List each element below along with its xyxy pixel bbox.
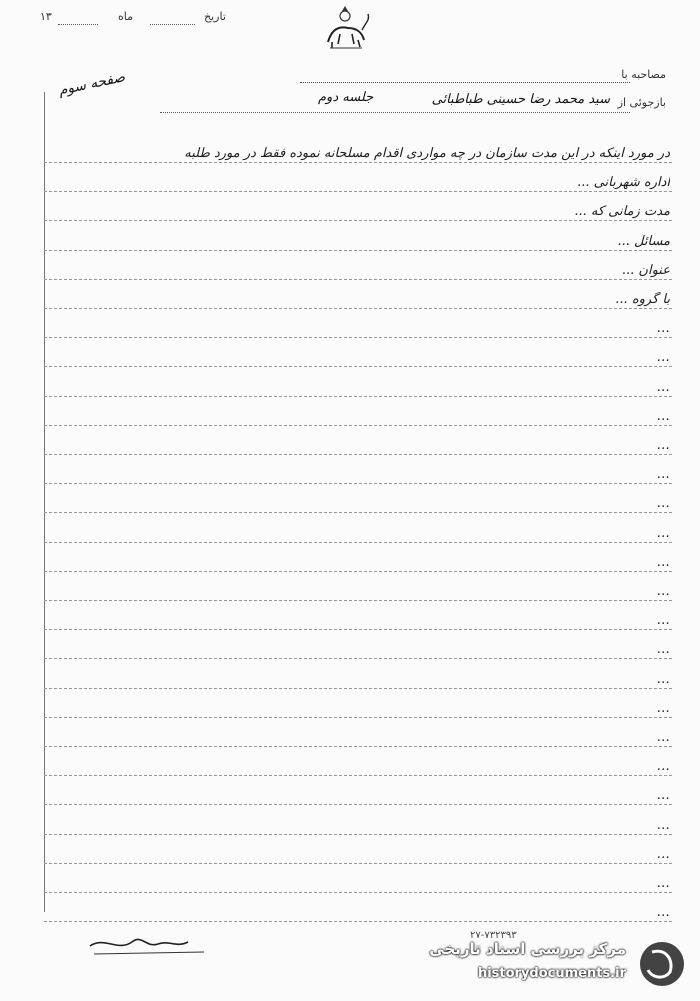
ruled-line bbox=[44, 425, 672, 426]
ruled-line bbox=[44, 629, 672, 630]
body-line: ... bbox=[656, 321, 670, 337]
watermark-url: historydocuments.ir bbox=[477, 966, 626, 981]
lion-and-sun-emblem bbox=[318, 4, 372, 50]
body-line: ... bbox=[656, 759, 670, 775]
ruled-line bbox=[44, 396, 672, 397]
body-line: ... bbox=[656, 438, 670, 453]
body-line: ... bbox=[656, 671, 670, 687]
body-line: ... bbox=[656, 788, 670, 804]
body-line: ... bbox=[656, 905, 670, 921]
interview-label: مصاحبه با bbox=[621, 68, 666, 81]
body-line: عنوان ... bbox=[621, 262, 670, 278]
ruled-line bbox=[44, 250, 672, 251]
body-line: در مورد اینکه در این مدت سازمان در چه مواردی اقدام مسلحانه نموده فقط در مورد طلبه bbox=[184, 146, 670, 161]
ruled-line bbox=[44, 688, 672, 689]
date-label: تاریخ bbox=[204, 10, 226, 23]
body-line: ... bbox=[656, 613, 670, 629]
ruled-line bbox=[44, 571, 672, 572]
body-line: ... bbox=[656, 642, 670, 658]
side-note-page: صفحه سوم bbox=[57, 69, 127, 99]
document-number: ۲۷-۷۳۲۳۹۳ bbox=[470, 930, 517, 941]
signature bbox=[84, 922, 224, 962]
interview-dotted-line bbox=[300, 82, 630, 83]
body-line: ... bbox=[656, 525, 670, 541]
ruled-line bbox=[44, 308, 672, 309]
body-line: مسائل ... bbox=[617, 233, 670, 249]
body-line: ... bbox=[656, 846, 670, 862]
body-line: ... bbox=[656, 350, 670, 366]
ruled-line bbox=[44, 337, 672, 338]
body-line: ... bbox=[656, 817, 670, 833]
ruled-line bbox=[44, 804, 672, 805]
session-label: جلسه دوم bbox=[318, 90, 374, 105]
month-label: ماه bbox=[118, 10, 134, 23]
ruled-line bbox=[44, 366, 672, 367]
ruled-line bbox=[44, 220, 672, 221]
body-line: ... bbox=[656, 408, 670, 424]
body-line: ... bbox=[656, 554, 670, 570]
ruled-line bbox=[44, 191, 672, 192]
body-line: اداره شهربانی ... bbox=[577, 175, 670, 191]
body-line: ... bbox=[656, 876, 670, 891]
ruled-line bbox=[44, 542, 672, 543]
ruled-line bbox=[44, 775, 672, 776]
ruled-line bbox=[44, 483, 672, 484]
body-line: ... bbox=[656, 700, 670, 716]
ruled-line bbox=[44, 600, 672, 601]
body-line: ... bbox=[656, 496, 670, 512]
year-dotted-line bbox=[58, 24, 98, 25]
ruled-line bbox=[44, 892, 672, 893]
body-line: ... bbox=[656, 467, 670, 483]
ruled-line bbox=[44, 162, 672, 163]
body-line: ... bbox=[656, 379, 670, 395]
ruled-line bbox=[44, 512, 672, 513]
ruled-line bbox=[44, 717, 672, 718]
watermark-title: مرکز بررسی اسناد تاریخی bbox=[429, 940, 626, 958]
interrogation-subject: سید محمد رضا حسینی طباطبائی bbox=[431, 92, 610, 107]
interrogation-label: بازجوئی از bbox=[617, 96, 666, 109]
interrogation-dotted-line bbox=[160, 112, 630, 113]
ruled-line bbox=[44, 834, 672, 835]
month-dotted-line bbox=[150, 24, 195, 25]
year-value: ۱۳ bbox=[40, 10, 52, 23]
body-line: ... bbox=[656, 584, 670, 599]
ruled-line bbox=[44, 454, 672, 455]
ruled-line bbox=[44, 279, 672, 280]
body-line: ... bbox=[656, 730, 670, 745]
body-line: با گروه ... bbox=[615, 292, 670, 307]
ruled-line bbox=[44, 863, 672, 864]
ruled-line bbox=[44, 746, 672, 747]
ruled-line bbox=[44, 658, 672, 659]
body-line: مدت زمانی که ... bbox=[574, 204, 670, 220]
